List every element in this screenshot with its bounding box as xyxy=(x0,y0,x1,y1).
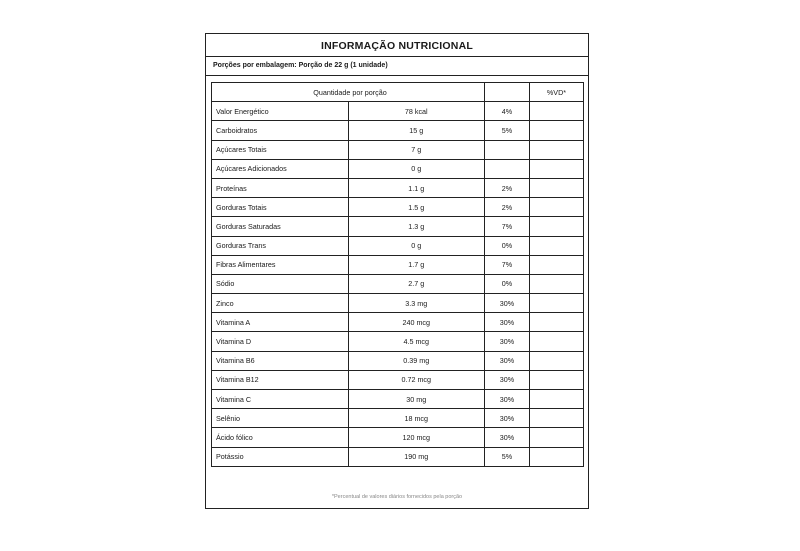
table-row xyxy=(212,140,584,159)
nutrient-quantity: 7 g xyxy=(348,140,485,159)
nutrient-quantity: 3.3 mg xyxy=(348,294,485,313)
table-row xyxy=(212,236,584,255)
table-row xyxy=(212,217,584,236)
nutrient-name: Vitamina A xyxy=(212,313,349,332)
empty-cell xyxy=(530,390,584,409)
nutrient-name: Gorduras Totais xyxy=(212,198,349,217)
nutrient-quantity: 30 mg xyxy=(348,390,485,409)
table-header-row xyxy=(212,83,584,102)
table-row xyxy=(212,428,584,447)
empty-cell xyxy=(530,178,584,197)
table-row xyxy=(212,351,584,370)
empty-cell xyxy=(530,236,584,255)
nutrition-table-body xyxy=(212,83,584,467)
nutrient-quantity: 78 kcal xyxy=(348,102,485,121)
table-row xyxy=(212,102,584,121)
nutrient-name: Gorduras Saturadas xyxy=(212,217,349,236)
table-row xyxy=(212,198,584,217)
empty-cell xyxy=(530,313,584,332)
nutrient-quantity: 0 g xyxy=(348,159,485,178)
nutrient-name: Sódio xyxy=(212,274,349,293)
nutrient-vd: 0% xyxy=(485,236,530,255)
nutrient-vd: 7% xyxy=(485,255,530,274)
empty-cell xyxy=(530,409,584,428)
nutrient-vd: 5% xyxy=(485,121,530,140)
nutrient-vd: 30% xyxy=(485,390,530,409)
nutrient-name: Carboidratos xyxy=(212,121,349,140)
empty-cell xyxy=(530,198,584,217)
table-row xyxy=(212,159,584,178)
nutrition-table xyxy=(211,82,584,467)
nutrient-name: Proteínas xyxy=(212,178,349,197)
nutrient-name: Vitamina C xyxy=(212,390,349,409)
nutrient-name: Valor Energético xyxy=(212,102,349,121)
nutrient-quantity: 240 mcg xyxy=(348,313,485,332)
header-vd-label: %VD* xyxy=(530,83,584,102)
nutrient-vd: 2% xyxy=(485,178,530,197)
table-row xyxy=(212,121,584,140)
empty-cell xyxy=(530,121,584,140)
nutrient-quantity: 18 mcg xyxy=(348,409,485,428)
footnote: *Percentual de valores diários fornecidos pela porção xyxy=(331,494,463,500)
nutrient-quantity: 120 mcg xyxy=(348,428,485,447)
nutrient-quantity: 1.5 g xyxy=(348,198,485,217)
nutrient-name: Zinco xyxy=(212,294,349,313)
nutrient-vd: 7% xyxy=(485,217,530,236)
nutrient-quantity: 1.3 g xyxy=(348,217,485,236)
table-row xyxy=(212,294,584,313)
table-row xyxy=(212,332,584,351)
header-quantity-label: Quantidade por porção xyxy=(212,83,485,102)
nutrient-quantity: 190 mg xyxy=(348,447,485,466)
empty-cell xyxy=(530,102,584,121)
nutrient-name: Selênio xyxy=(212,409,349,428)
table-row xyxy=(212,313,584,332)
nutrient-name: Açúcares Totais xyxy=(212,140,349,159)
table-row xyxy=(212,255,584,274)
portion-info: Porções por embalagem: Porção de 22 g (1 unidade) xyxy=(206,57,588,76)
nutrient-name: Ácido fólico xyxy=(212,428,349,447)
nutrition-label xyxy=(205,33,589,509)
empty-cell xyxy=(530,351,584,370)
nutrient-vd: 2% xyxy=(485,198,530,217)
table-row xyxy=(212,390,584,409)
empty-cell xyxy=(530,428,584,447)
nutrient-vd: 30% xyxy=(485,428,530,447)
nutrient-quantity: 15 g xyxy=(348,121,485,140)
empty-cell xyxy=(530,274,584,293)
empty-cell xyxy=(530,370,584,389)
table-row xyxy=(212,274,584,293)
nutrient-name: Vitamina B6 xyxy=(212,351,349,370)
empty-cell xyxy=(530,447,584,466)
empty-cell xyxy=(530,140,584,159)
table-row xyxy=(212,447,584,466)
nutrient-vd: 30% xyxy=(485,370,530,389)
empty-cell xyxy=(530,255,584,274)
nutrient-vd: 5% xyxy=(485,447,530,466)
nutrient-vd: 30% xyxy=(485,409,530,428)
empty-cell xyxy=(530,217,584,236)
nutrient-quantity: 2.7 g xyxy=(348,274,485,293)
nutrient-quantity: 1.1 g xyxy=(348,178,485,197)
empty-cell xyxy=(530,294,584,313)
nutrient-name: Potássio xyxy=(212,447,349,466)
nutrient-vd xyxy=(485,159,530,178)
empty-cell xyxy=(530,159,584,178)
nutrient-vd: 4% xyxy=(485,102,530,121)
nutrient-vd xyxy=(485,140,530,159)
nutrient-name: Gorduras Trans xyxy=(212,236,349,255)
nutrient-vd: 30% xyxy=(485,332,530,351)
nutrient-name: Vitamina B12 xyxy=(212,370,349,389)
nutrient-name: Vitamina D xyxy=(212,332,349,351)
nutrient-quantity: 1.7 g xyxy=(348,255,485,274)
nutrient-vd: 30% xyxy=(485,294,530,313)
nutrient-name: Açúcares Adicionados xyxy=(212,159,349,178)
table-row xyxy=(212,178,584,197)
empty-cell xyxy=(530,332,584,351)
nutrient-vd: 30% xyxy=(485,351,530,370)
label-title: INFORMAÇÃO NUTRICIONAL xyxy=(206,34,588,57)
header-empty-cell xyxy=(485,83,530,102)
nutrient-vd: 30% xyxy=(485,313,530,332)
nutrient-quantity: 0.72 mcg xyxy=(348,370,485,389)
table-row xyxy=(212,409,584,428)
nutrient-quantity: 0.39 mg xyxy=(348,351,485,370)
nutrient-quantity: 0 g xyxy=(348,236,485,255)
nutrient-vd: 0% xyxy=(485,274,530,293)
nutrient-name: Fibras Alimentares xyxy=(212,255,349,274)
nutrient-quantity: 4.5 mcg xyxy=(348,332,485,351)
table-row xyxy=(212,370,584,389)
